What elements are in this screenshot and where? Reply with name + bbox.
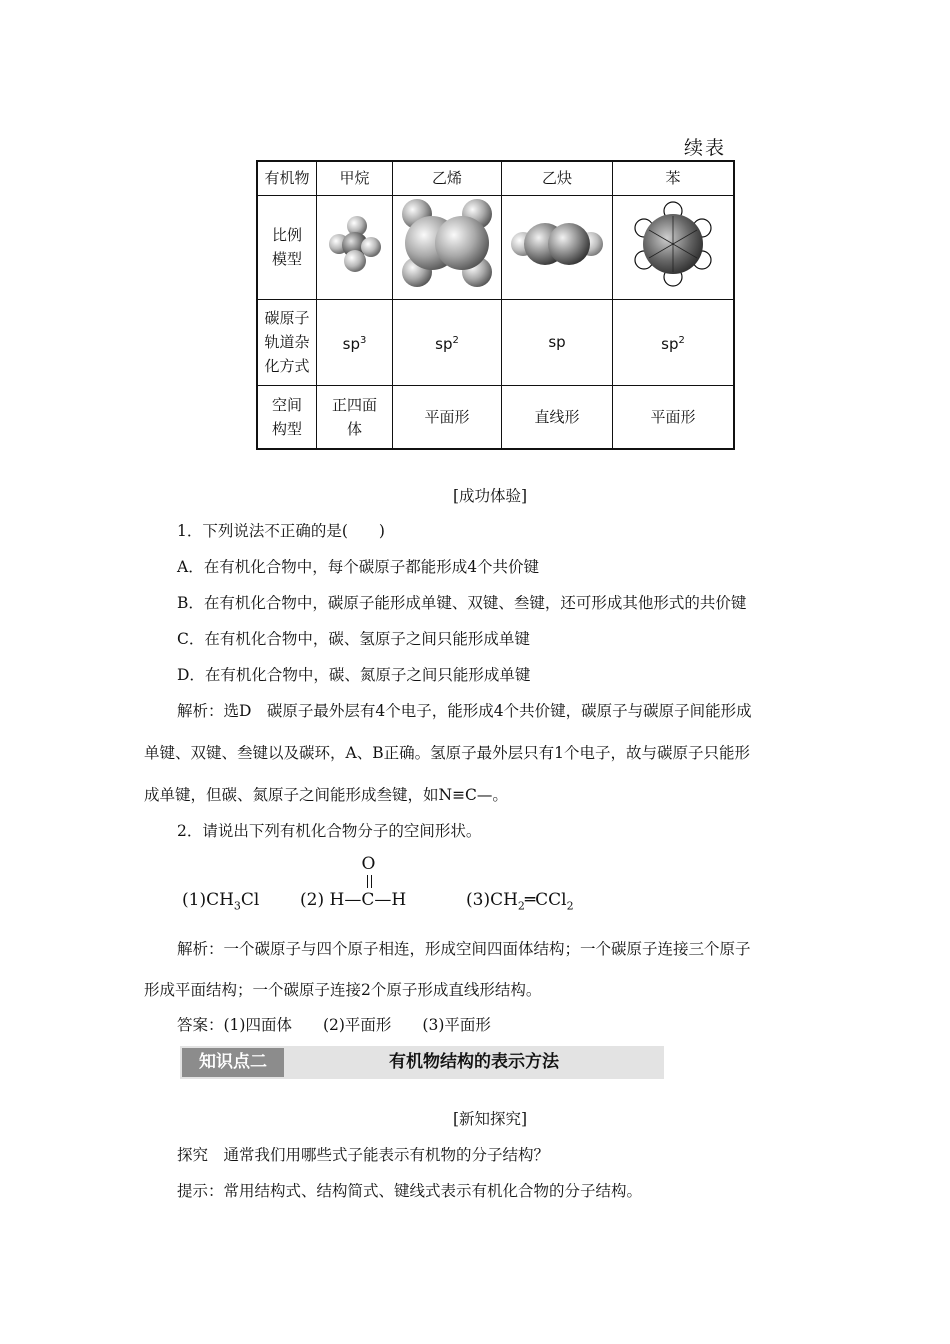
shape-methane: 正四面体 — [317, 385, 393, 449]
table-row-model — [257, 195, 734, 299]
explore-question: 探究 通常我们用哪些式子能表示有机物的分子结构？ — [177, 1146, 550, 1164]
question-1-analysis-line: 解析：选D 碳原子最外层有4个电子，能形成4个共价键，碳原子与碳原子间能形成 — [177, 702, 752, 720]
question-2-stem: 2．请说出下列有机化合物分子的空间形状。 — [177, 822, 482, 840]
hybridization-label: sp — [548, 333, 566, 351]
header-cell: 乙烯 — [393, 161, 502, 195]
row-label-shape: 空间构型 — [257, 385, 317, 449]
header-cell: 甲烷 — [317, 161, 393, 195]
question-1-analysis-line: 单键、双键、叁键以及碳环，A、B正确。氢原子最外层只有1个电子，故与碳原子只能形 — [144, 744, 750, 762]
hybrid-benzene — [613, 299, 735, 385]
hybridization-label: $sp^3$ — [342, 334, 367, 353]
hybridization-label: $sp^2$ — [435, 334, 459, 353]
question-1-option-b: B．在有机化合物中，碳原子能形成单键、双键、叁键，还可形成其他形式的共价键 — [177, 594, 747, 612]
row-label-model: 比例模型 — [257, 195, 317, 299]
benzene-model-image — [613, 195, 735, 299]
organic-molecules-table — [256, 160, 735, 450]
table-row-hybrid — [257, 299, 734, 385]
methane-model-image — [317, 195, 393, 299]
row-label-hybrid: 碳原子轨道杂化方式 — [257, 299, 317, 385]
hybrid-methane — [317, 299, 393, 385]
continued-table-label: 续表 — [684, 137, 727, 159]
hint-text: 提示：常用结构式、结构简式、键线式表示有机化合物的分子结构。 — [177, 1182, 643, 1200]
hybridization-label: $sp^2$ — [661, 334, 685, 353]
knowledge-point-2-banner — [180, 1046, 664, 1079]
table-header-row — [257, 161, 734, 195]
formaldehyde-oxygen: O — [361, 854, 376, 874]
section-heading-new-knowledge: [新知探究] — [453, 1110, 528, 1128]
header-cell: 乙炔 — [502, 161, 613, 195]
formula-formaldehyde: (2) H—C—H O — [300, 854, 407, 910]
question-2-answer: 答案：(1)四面体 (2)平面形 (3)平面形 — [177, 1016, 491, 1034]
question-2-analysis-line: 形成平面结构；一个碳原子连接2个原子形成直线形结构。 — [144, 981, 542, 999]
knowledge-point-tag: 知识点二 — [182, 1048, 284, 1077]
shape-benzene: 平面形 — [613, 385, 735, 449]
hybrid-ethylene — [393, 299, 502, 385]
question-1-option-d: D．在有机化合物中，碳、氮原子之间只能形成单键 — [177, 666, 531, 684]
question-1-option-a: A．在有机化合物中，每个碳原子都能形成4个共价键 — [177, 558, 540, 576]
shape-ethylene: 平面形 — [393, 385, 502, 449]
question-2-analysis-line: 解析：一个碳原子与四个原子相连，形成空间四面体结构；一个碳原子连接三个原子 — [177, 940, 751, 958]
header-cell: 有机物 — [257, 161, 317, 195]
formula-dichloroethene: $(3)CH_2═CCl_2$ — [466, 890, 574, 913]
question-1-analysis-line: 成单键，但碳、氮原子之间能形成叁键，如N≡C—。 — [144, 786, 508, 804]
formula-chloromethane: $(1)CH_3Cl$ — [182, 890, 260, 913]
acetylene-model-image — [502, 195, 613, 299]
table-row-shape — [257, 385, 734, 449]
question-1-stem: 1．下列说法不正确的是( ) — [177, 522, 385, 540]
knowledge-point-title: 有机物结构的表示方法 — [389, 1052, 559, 1072]
question-1-option-c: C．在有机化合物中，碳、氢原子之间只能形成单键 — [177, 630, 530, 648]
section-heading-success: [成功体验] — [453, 487, 528, 505]
hybrid-acetylene — [502, 299, 613, 385]
header-cell: 苯 — [613, 161, 735, 195]
shape-acetylene: 直线形 — [502, 385, 613, 449]
ethylene-model-image — [393, 195, 502, 299]
